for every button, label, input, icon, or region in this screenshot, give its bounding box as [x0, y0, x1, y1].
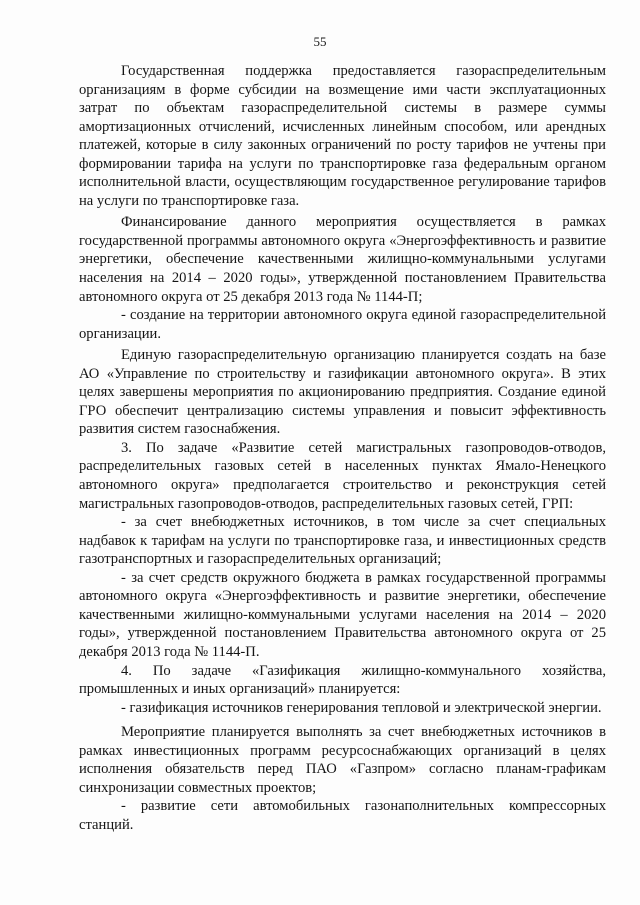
list-item-gas-stations: - развитие сети автомобильных газонаполнительных компрессорных станций.	[79, 798, 606, 833]
paragraph-unified-gro: Единую газораспределительную организацию планируется создать на базе АО «Управление по строительству и газификации автономного округа». В этих целях завершены мероприятия по акционированию предприятия. Создание единой ГРО обеспечит централизацию системы управления и повысит эффективность развития систем газоснабжения.	[79, 347, 606, 438]
paragraph-state-support: Государственная поддержка предоставляется газораспределительным организациям в форме субсидии на возмещение ими части эксплуатационных затрат по объектам газораспределительной системы в размере суммы амортизационных отчислений, исчисленных линейным способом, или арендных платежей, которые в силу законных ограничений по росту тарифов не учтены при формировании тарифа на услуги по транспортировке газа федеральным органом исполнительной власти, осуществляющим государственное регулирование тарифов на услуги по транспортировке газа.	[79, 63, 606, 209]
list-item-extrabudgetary: - за счет внебюджетных источников, в том числе за счет специальных надбавок к тарифам на услуги по транспортировке газа, и инвестиционных средств газотранспортных и газораспределительных организаций;	[79, 514, 606, 568]
list-item-create-gro: - создание на территории автономного округа единой газораспределительной организации.	[79, 307, 606, 342]
document-body	[79, 62, 606, 834]
paragraph-task-3: 3. По задаче «Развитие сетей магистральных газопроводов-отводов, распределительных газовых сетей в населенных пунктах Ямало-Ненецкого автономного округа» предполагается строительство и реконструкция сетей магистральных газопроводов-отводов, распределительных газовых сетей, ГРП:	[79, 439, 606, 512]
paragraph-event-planned: Мероприятие планируется выполнять за счет внебюджетных источников в рамках инвестиционных программ ресурсоснабжающих организаций в целях исполнения обязательств перед ПАО «Газпром» согласно планам-графикам синхронизации совместных проектов;	[79, 724, 606, 796]
paragraph-task-4: 4. По задаче «Газификация жилищно-коммунального хозяйства, промышленных и иных организаций» планируется:	[79, 662, 606, 698]
page-number: 55	[313, 34, 327, 49]
list-item-gasification-sources: - газификация источников генерирования тепловой и электрической энергии.	[121, 699, 602, 716]
paragraph-financing: Финансирование данного мероприятия осуществляется в рамках государственной программы автономного округа «Энергоэффективность и развитие энергетики, обеспечение качественными жилищно-коммунальными услугами населения на 2014 – 2020 годы», утвержденной постановлением Правительства автономного округа от 25 декабря 2013 года № 1144-П;	[79, 214, 606, 305]
list-item-district-budget: - за счет средств окружного бюджета в рамках государственной программы автономного округа «Энергоэффективность и развитие энергетики, обеспечение качественными жилищно-коммунальными услугами населения на 2014 – 2020 годы», утвержденной постановлением Правительства автономного округа от 25 декабря 2013 года № 1144-П.	[79, 569, 606, 660]
